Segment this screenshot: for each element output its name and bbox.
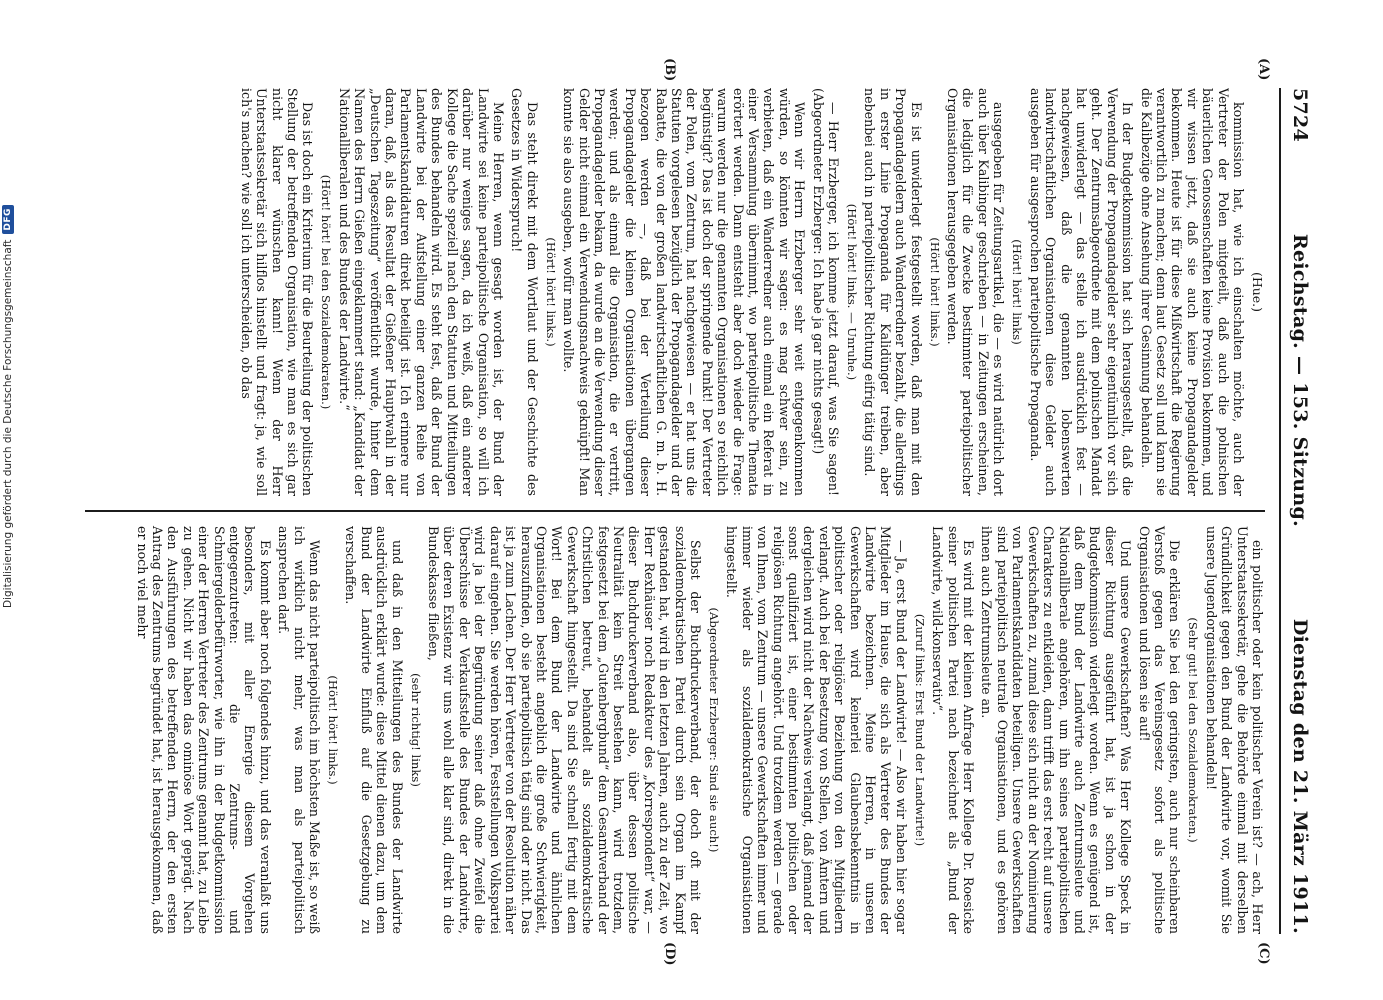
paragraph: Es kommt aber noch folgendes hinzu, und das veranlaßt uns besonders, mit aller Energie diesem Vorgehen entgegenzutreten: die Zentrums- und Schmiergelderbefürworter, wie ihn in der Budgetkommission einer der Herren Vertreter des Zentrums genannt hat, zu Leibe zu gehen. Nicht wir haben das ominöse Wort geprägt. Nach den Ausführungen des betreffenden Herrn, der den ersten Antrag des Zentrums begründet hat, ist herausgekommen, daß er noch viel mehr bbox=[134, 526, 273, 934]
interjection: (Hört! hört! links. — Unruhe.) bbox=[845, 203, 860, 381]
right-column bbox=[85, 512, 1265, 934]
paragraph: In der Budgetkommission hat sich herausgestellt, daß die Verwendung der Propagandagelder sehr eigentümlich vor sich geht. Der Zentrumsabgeordnete mit dem polnischen Mandat hat unwiderlegt — das stelle ich ausdrücklich fest — nachgewiesen, daß die genannten lobenswerten landwirtschaftlichen Organisationen diese Gelder auch ausgeben für ausgesprochen parteipolitische Propaganda. bbox=[1027, 88, 1136, 496]
left-column bbox=[85, 88, 1265, 510]
margin-marker-b: (B) bbox=[662, 58, 677, 82]
page-header bbox=[1279, 88, 1311, 934]
interjection: (Zuruf links: Erst Bund der Landwirte!) bbox=[912, 613, 927, 847]
interjection: (Abgeordneter Erzberger: Sind sie auch!) bbox=[707, 607, 721, 853]
interjection: (Hört! hört! links) bbox=[1010, 239, 1025, 345]
margin-marker-d: (D) bbox=[662, 942, 677, 966]
paragraph: ein politischer oder kein politischer Verein ist? — ach, Herr Unterstaatssekretär, gehe die Behörde einmal mit derselben Gründlichkeit gegen den Bund der Landwirte vor, womit Sie unsere Jugendorganisationen behandeln! bbox=[1203, 526, 1265, 934]
interjection: (Hört! hört! bei den Sozialdemokraten.) bbox=[319, 174, 334, 410]
paragraph: — Ja, erst Bund der Landwirte! — Also wir haben hier sogar Mitglieder im Hause, die sich als Vertreter des Bundes der Landwirte bezeichnen. Meine Herren, in unseren Gewerkschaften wird keinerlei Glaubensbekenntnis in politischer oder religiöser Beziehung von den Mitgliedern verlangt. Auch bei der Besetzung von Stellen, von Ämtern und dergleichen wird nicht der Nachweis verlangt, daß jemand der sonst qualifiziert ist, einer bestimmten politischen oder religiösen Richtung angehört. Und trotzdem werden — gerade von Ihnen, vom Zentrum — unsere Gewerkschaften immer und immer wieder als sozialdemokratische Organisationen hingestellt. bbox=[724, 526, 909, 934]
interjection: (Hört! hört! links.) bbox=[326, 675, 341, 785]
speaker-name: (Hue.) bbox=[1250, 271, 1265, 313]
interjection: (Sehr gut! bei den Sozialdemokraten.) bbox=[1186, 617, 1201, 843]
digitization-credit bbox=[2, 205, 14, 608]
paragraph: ausgegeben für Zeitungsartikel, die — es wird natürlich dort auch über Kalibinger geschrieben — in Zeitungen erscheinen, die lediglich für die Zwecke bestimmter parteipolitischer Organisationen herausgegeben werden. bbox=[945, 88, 1007, 496]
paragraph: Es wird mit der kleinen Anfrage Herr Kollege Dr. Roesicke seiner politischen Partei nach bezeichnet als „Bund der Landwirte, wild-konservativ“. bbox=[930, 526, 977, 934]
margin-marker-c: (C) bbox=[1256, 942, 1271, 965]
paragraph: Wenn wir Herrn Erzberger sehr weit entgegenkommen würden, so könnten wir sagen: es mag schwer sein, zu verbieten, daß ein Wanderredner auch einmal ein Referat in einer Versammlung übernimmt, wo parteipolitische Themata erörtert werden. Dann entsteht aber doch wieder die Frage: warum werden nur die genannten Organisationen so reichlich begünstigt? Das ist doch der springende Punkt! Der Vertreter der Polen, vom Zentrum, hat nachgewiesen — er hat uns die Statuten vorgelesen bezüglich der Propagandagelder und der Rabatte, die von der großen landwirtschaftlichen G. m. b. H. bezogen werden —, daß bei der Verteilung dieser Propagandagelder die kleinen Organisationen übergangen werden; und als einmal die Organisation, die er vertritt, Propagandagelder bekam, da wurde an die Verwendung dieser Gelder nicht einmal ein Verwendungsnachweis geknüpft! Man konnte sie also ausgeben, wofür man wollte. bbox=[561, 88, 808, 496]
paragraph: Selbst der Buchdruckerverband, der doch oft mit der sozialdemokratischen Partei durch sein Organ im Kampf gestanden hat, wird in den letzten Jahren, auch zu der Zeit, wo Herr Rexhäuser noch Redakteur des „Korrespondent“ war, — dieser Buchdruckerverband also, über dessen politische Neutralität kein Streit bestehen kann, wird trotzdem, festgesetzt bei dem „Gutenbergbund“ dem Gesamtverband der Christlichen betreut, behandelt als sozialdemokratische Gewerkschaft hingestellt. Da sind Sie schnell fertig mit dem Wort! Bei dem Bund der Landwirte und ähnlichen Organisationen besteht angeblich die große Schwierigkeit, herauszufinden, ob sie parteipolitisch tätig sind oder nicht. Das ist ja zum Lachen. Der Herr Vertreter von der Resolution näher darauf eingehen. Sie werden hören, Feststellungen Volkspartei wird ja bei der Begründung seiner daß ohne Zweifel die Überschüsse der Verkaufsstelle des Bundes der Landwirte, über deren Existenz wir uns wohl alle klar sind, direkt in die Bundeskasse fließen, bbox=[426, 526, 703, 934]
dfg-logo: DFG bbox=[2, 205, 14, 234]
paragraph: kommission hat, wie ich einschalten möchte, auch der Vertreter der Polen mitgeteilt, daß auch die polnischen bäuerlichen Genossenschaften keine Provision bekommen, und wir wissen jetzt, daß sie auch keine Propagandagelder bekommen. Heute ist für diese Mißwirtschaft die Regierung verantwortlich zu machen; denn laut Gesetz soll und kann sie die Kalibezüge ohne Ansehung ihrer Gesinnung behandeln. bbox=[1138, 88, 1246, 496]
interjection: (Hört! hört! links.) bbox=[543, 237, 558, 347]
session-date: Dienstag den 21. März 1911. bbox=[1289, 618, 1311, 934]
paragraph: Und unsere Gewerkschaften? Was Herr Kollege Speck in dieser Richtung ausgeführt hat, ist ja schon in der Budgetkommission widerlegt worden. Wenn es genügend ist, daß dem Bund der Landwirte auch Zentrumsleute und Nationalliberale angehören, um ihn seines parteipolitischen Charakters zu entkleiden, dann trifft das erst recht auf unsere Gewerkschaften zu, zumal diese sich nicht an der Nominierung von Parlamentskandidaten beteiligen. Unsere Gewerkschaften sind parteipolitisch neutrale Organisationen, und es gehören ihnen auch Zentrumsleute an. bbox=[979, 526, 1134, 934]
interjection: (sehr richtig! links) bbox=[408, 673, 423, 787]
session-title: Reichstag. — 153. Sitzung. bbox=[1289, 233, 1311, 528]
page-number: 5724 bbox=[1289, 88, 1311, 143]
paragraph: Es ist unwiderlegt festgestellt worden, daß man mit den Propagandageldern auch Wanderredner bezahlt, die allerdings in erster Linie Propaganda für Kalidünger treiben, aber nebenbei auch in parteipolitischer Richtung eifrig tätig sind. bbox=[862, 88, 924, 496]
paragraph: Wenn das nicht parteipolitisch im höchsten Maße ist, so weiß ich wirklich nicht mehr, was man als parteipolitisch ansprechen darf. bbox=[276, 526, 323, 934]
paragraph: Meine Herren, wenn gesagt worden ist, der Bund der Landwirte sei keine parteipolitische Organisation, so will ich darüber nur weniges sagen, da ich weiß, daß ein anderer Kollege die Sache speziell nach den Statuten und Mitteilungen des Bundes behandeln wird. Es steht fest, daß der Bund der Landwirte bei der Aufstellung einer ganzen Reihe von Parlamentskandidaturen direkt beteiligt ist. Ich erinnere nur daran, daß, als das Resultat der Gießener Hauptwahl in der „Deutschen Tageszeitung“ veröffentlicht wurde, hinter dem Namen des Herrn Gießen eingeklammert stand: „Kandidat der Nationalliberalen und des Bundes der Landwirte.“ bbox=[336, 88, 506, 496]
text-columns bbox=[85, 88, 1265, 934]
paragraph: Die erklären Sie bei den geringsten, auch nur scheinbaren Verstoß gegen das Vereinsgesetz sofort als politische Organisationen und lösen sie auf! bbox=[1136, 526, 1183, 934]
paragraph: Das ist doch ein Kriterium für die Beurteilung der politischen Stellung der betreffenden Organisation, wie man es sich gar nicht klarer wünschen kann! Wenn der Herr Unterstaatssekretär sich hilflos hinstellt und fragt: ja, wie soll ich's machen? wie soll ich unterscheiden, ob das bbox=[238, 88, 316, 496]
paragraph: — Herr Erzberger, ich komme jetzt darauf, was Sie sagen! (Abgeordneter Erzberger: Ich habe ja gar nichts gesagt!) bbox=[810, 88, 842, 496]
credit-text: Digitalisierung gefördert durch die Deutsche Forschungsgemeinschaft bbox=[2, 239, 14, 608]
paragraph: und daß in den Mitteilungen des Bundes der Landwirte ausdrücklich erklärt wurde: diese Mittel dienen dazu, um dem Bund der Landwirte Einfluß auf die Gesetzgebung zu verschaffen. bbox=[343, 526, 405, 934]
margin-marker-a: (A) bbox=[1256, 58, 1271, 81]
interjection: (Hört! hört! links.) bbox=[927, 237, 942, 347]
paragraph: Das steht direkt mit dem Wortlaut und der Geschichte des Gesetzes in Widerspruch! bbox=[509, 88, 540, 496]
